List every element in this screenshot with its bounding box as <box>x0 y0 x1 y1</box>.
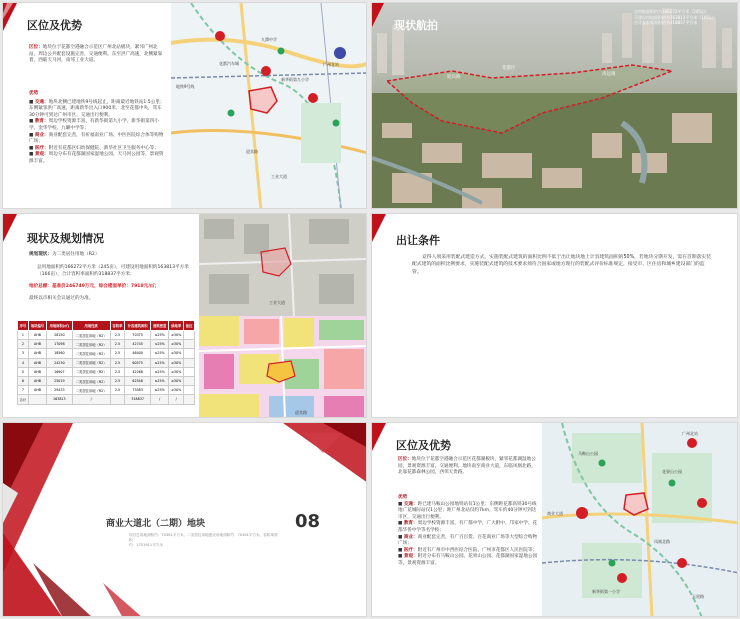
table-row <box>18 331 195 340</box>
table-cell: ≥30% <box>169 367 184 376</box>
map-label: 迎宾路 <box>246 149 258 154</box>
table-row <box>18 367 195 376</box>
location-paragraph <box>29 45 165 65</box>
table-cell: 73583 <box>125 386 151 395</box>
table-cell: 28150 <box>47 331 72 340</box>
table-row <box>18 340 195 349</box>
slide-title: 现状航拍 <box>394 19 438 32</box>
map-label: 花都汽车城 <box>219 61 239 66</box>
table-cell: AHB <box>28 340 46 349</box>
table-cell: 2.5 <box>110 349 125 358</box>
slide-title: 区位及优势 <box>396 439 451 452</box>
map-label: 工业大道 <box>269 300 285 305</box>
photo-label: 花都区 <box>502 66 516 71</box>
table-cell: 二类居住用地（R2） <box>72 367 110 376</box>
table-cell <box>184 358 195 367</box>
slide-title: 现状及规划情况 <box>27 232 104 245</box>
section-subtitle: 项目总用地面积约：70361平方米，二类居住用地建设用地面积约：70361平方米，容积率面积 约：1751911平方米 <box>129 533 278 547</box>
table-header-cell: 用地性质 <box>72 321 110 331</box>
table-cell: ≤25% <box>151 331 169 340</box>
table-header-cell: 建筑密度 <box>151 321 169 331</box>
table-header-cell: 地块编号 <box>28 321 46 331</box>
table-cell: ≤25% <box>151 376 169 385</box>
map-label: 新华街第一小学 <box>592 589 620 594</box>
slide-transfer-conditions <box>371 213 738 418</box>
location-text: 地块位于花都空港融合示范区广州北站板块，紧邻广州北站，周边公共配套设施完善，交通便利。东至洪广高速，北侧紧靠着，西临天马河，南邻工业大道。 <box>29 45 163 64</box>
table-cell: 2.5 <box>110 386 125 395</box>
section-title: 商业大道北（二期）地块 <box>106 519 206 529</box>
table-cell <box>110 395 125 404</box>
table-cell <box>184 395 195 404</box>
overlay-line: 合计容积率面积约为318837平方米 <box>634 20 698 25</box>
land-parcel-table <box>17 320 195 405</box>
table-cell: AHB <box>28 376 46 385</box>
slide-location-advantages-1 <box>2 2 367 209</box>
map-label: 地铁9号线 <box>176 84 195 89</box>
table-cell: / <box>72 395 110 404</box>
table-cell: 16907 <box>47 367 72 376</box>
table-cell: 二类居住用地（R2） <box>72 386 110 395</box>
location-paragraph: 区位：地块位于花都空港融合示范区花都湖板块，紧邻花都湖湿地公园，景观资源丰富，交通便利。地块南至商业大道，东临凤凰北路，北靠花都森林公园，西邻天贵路。 <box>398 457 536 476</box>
map-label: 工业大道 <box>271 174 287 179</box>
table-cell: 4 <box>18 358 29 367</box>
table-row <box>18 358 195 367</box>
advantages-list: 优势 ■ 交通：距已建马鞍山公园地铁站仅1公里；东侧距花都高铁30号线地广花城际站仅1公里；距广州北站仅约7km，驾车约40分钟可到达市区，交通出行便利。 ■ 教育：周边学校资源丰富，有广都中学、广大附中、邝家中学、花都华侨中学等名学校； ■ 商业：商业配套完善，有广百百货、百花商业广场等大型综合购物广场； ■ 医疗：附近有广州市中西医结合医院、广州市花都区人民医院等； ■ 景观：附近分布有马鞍山公园、花果山公园、花都湖国家湿地公园等，景观资源丰富。 <box>398 495 538 566</box>
area-summary: 总用地面积约166272平方米（245亩），可建设用地面积约163813平方米（166亩），合计容积率面积约318837平方米； <box>37 265 189 277</box>
list-item: ■ 景观：附近分布有马鞍山公园、花果山公园、花都湖国家湿地公园等，景观资源丰富。 <box>398 554 538 566</box>
overlay-line: 总用地面积约为166272平方米（245亩） <box>634 9 709 14</box>
map-label: 广州北站 <box>323 62 339 67</box>
table-cell: 二类居住用地（R2） <box>72 358 110 367</box>
table-cell: 2.5 <box>110 376 125 385</box>
map-label: 天贵路 <box>692 594 704 599</box>
table-cell: ≤25% <box>151 358 169 367</box>
list-item: ■ 商业：商业配套完善，有广百百货、百花商业广场等大型综合购物广场； <box>398 534 538 547</box>
table-cell: 6 <box>18 376 29 385</box>
planning-status: 规划现状：为二类居住用地（R2） <box>29 252 100 257</box>
table-cell: ≥30% <box>169 376 184 385</box>
table-cell: 163813 <box>47 395 72 404</box>
table-cell: ≥30% <box>169 358 184 367</box>
table-cell: 70375 <box>125 331 151 340</box>
table-cell: / <box>151 395 169 404</box>
map-label: 商业大道 <box>547 511 563 516</box>
table-cell: ≤25% <box>151 349 169 358</box>
table-cell: 29433 <box>47 386 72 395</box>
slide-location-advantages-2 <box>371 422 738 617</box>
list-item: ■ 教育：周边学校资源丰富，有广都中学、广大附中、邝家中学、花都华侨中学等名学校； <box>398 521 538 533</box>
table-row <box>18 376 195 385</box>
map-label: 九潭中学 <box>261 37 277 42</box>
table-cell: 18560 <box>47 349 72 358</box>
slide-aerial-photo <box>371 2 738 209</box>
list-item: ■ 交通：距已建马鞍山公园地铁站仅1公里；东侧距花都高铁30号线地广花城际站仅1公里；距广州北站仅约7km，驾车约40分钟可到达市区，交通出行便利。 <box>398 501 537 520</box>
table-cell: AHB <box>28 367 46 376</box>
table-cell: 二类居住用地（R2） <box>72 340 110 349</box>
table-cell: 42745 <box>125 340 151 349</box>
table-header-cell: 序号 <box>18 321 29 331</box>
table-cell <box>28 395 46 404</box>
table-cell: AHB <box>28 386 46 395</box>
advantages-list <box>29 91 165 166</box>
list-item: ■ 医疗：附近有花都区妇幼保健院、新华社区卫生服务中心等； <box>29 145 159 151</box>
list-item: ■ 医疗：附近有广州市中西医结合医院、广州市花都区人民医院等； <box>398 547 538 553</box>
table-cell: 62548 <box>125 376 151 385</box>
table-cell <box>184 367 195 376</box>
conditions-text: 竞得人须采用装配式建造方式，实施装配式建筑的面积比例不低于出让地块地上计容建筑面积的50%，若地块分期开发，需在首期落实装配式建筑的面积比例要求，实施装配式建筑的技术要求须符合国家或地方现行的装配式评价标准规定，接受市、区住房和城乡建设部门的监管。 <box>412 255 711 275</box>
list-item: ■ 教育：周边学校资源丰富，有新华街第九小学、新华街第四小学、金华学校、九曜中学等； <box>29 119 159 131</box>
table-cell <box>184 386 195 395</box>
table-cell: 60575 <box>125 358 151 367</box>
slide-title: 区位及优势 <box>27 19 82 32</box>
advantages-label: 优势 <box>29 91 39 96</box>
table-header-cell: 绿地率 <box>169 321 184 331</box>
slide-section-cover <box>2 422 367 617</box>
table-cell: 合计 <box>18 395 29 404</box>
table-cell: 25019 <box>47 376 72 385</box>
table-cell: ≤25% <box>151 367 169 376</box>
table-cell: 2.5 <box>110 340 125 349</box>
table-cell <box>184 376 195 385</box>
map-label: 凤凰北路 <box>654 539 670 544</box>
table-cell <box>184 331 195 340</box>
table-cell: ≤25% <box>151 386 169 395</box>
table-cell <box>184 349 195 358</box>
area-overlay <box>634 9 737 26</box>
slide-title: 出让条件 <box>396 234 440 247</box>
table-cell: 二类居住用地（R2） <box>72 331 110 340</box>
location-map <box>542 423 738 617</box>
aerial-photo <box>372 3 738 209</box>
table-cell: ≥30% <box>169 386 184 395</box>
table-cell: 2.5 <box>110 331 125 340</box>
list-item: ■ 交通：地块北侧已建地铁9号线起止，距离最近地铁站1.5公里；东侧紧邻洪广高速，距离新华出入口900米，北至花都中央，驾车30分钟可到达广州市区，交通出行便利。 <box>29 99 165 118</box>
table-header-cell: 计容建筑面积 <box>125 321 151 331</box>
list-item: ■ 商业：商业配套完善，有祈福南业广场、中医医院综合体等购物广场； <box>29 132 164 145</box>
table-header-cell: 容积率 <box>110 321 125 331</box>
section-number: 08 <box>295 511 321 532</box>
slide-status-planning <box>2 213 367 418</box>
table-cell: 7 <box>18 386 29 395</box>
table-cell: 17098 <box>47 340 72 349</box>
table-row <box>18 349 195 358</box>
list-item: ■ 景观：周边分布有花都湖国家湿地公园、天马河公园等，景观资源丰富。 <box>29 152 164 164</box>
location-label: 区位： <box>29 45 43 50</box>
table-cell: 2.5 <box>110 367 125 376</box>
table-cell: 318837 <box>125 395 151 404</box>
table-cell: AHB <box>28 331 46 340</box>
price-summary: 地价总额：基准价246749万元，综合楼面单价：7918元/㎡； <box>29 284 160 289</box>
photo-label: 迎宾路 <box>447 75 461 80</box>
table-header-cell: 备注 <box>184 321 195 331</box>
table-cell: 2.5 <box>110 358 125 367</box>
table-cell: ≥30% <box>169 349 184 358</box>
table-cell: 2 <box>18 340 29 349</box>
map-label: 新华街第九小学 <box>281 77 309 82</box>
map-label: 广州北站 <box>682 431 698 436</box>
photo-label: 清远镇 <box>602 72 616 77</box>
map-label: 马鞍山公园 <box>578 451 598 456</box>
location-map <box>171 3 367 209</box>
table-row <box>18 395 195 404</box>
overlay-line: 可建设用地面积约为163813平方米（166亩） <box>634 14 717 20</box>
table-cell: ≤25% <box>151 340 169 349</box>
table-cell: AHB <box>28 349 46 358</box>
table-cell: 二类居住用地（R2） <box>72 349 110 358</box>
table-cell: 42268 <box>125 367 151 376</box>
table-cell: 1 <box>18 331 29 340</box>
planning-map <box>199 214 367 418</box>
map-label: 迎宾路 <box>295 410 307 415</box>
table-cell: 5 <box>18 367 29 376</box>
table-cell: 3 <box>18 349 29 358</box>
table-cell: 46400 <box>125 349 151 358</box>
table-cell <box>184 340 195 349</box>
table-cell: AHB <box>28 358 46 367</box>
map-label: 花果山公园 <box>662 469 682 474</box>
table-cell: / <box>169 395 184 404</box>
table-cell: ≥30% <box>169 331 184 340</box>
table-cell: 二类居住用地（R2） <box>72 376 110 385</box>
table-cell: ≥30% <box>169 340 184 349</box>
table-cell: 24230 <box>47 358 72 367</box>
final-note: 最终以市相关会议通过的为准。 <box>29 296 94 301</box>
table-header-cell: 用地面积(㎡) <box>47 321 72 331</box>
table-row <box>18 386 195 395</box>
